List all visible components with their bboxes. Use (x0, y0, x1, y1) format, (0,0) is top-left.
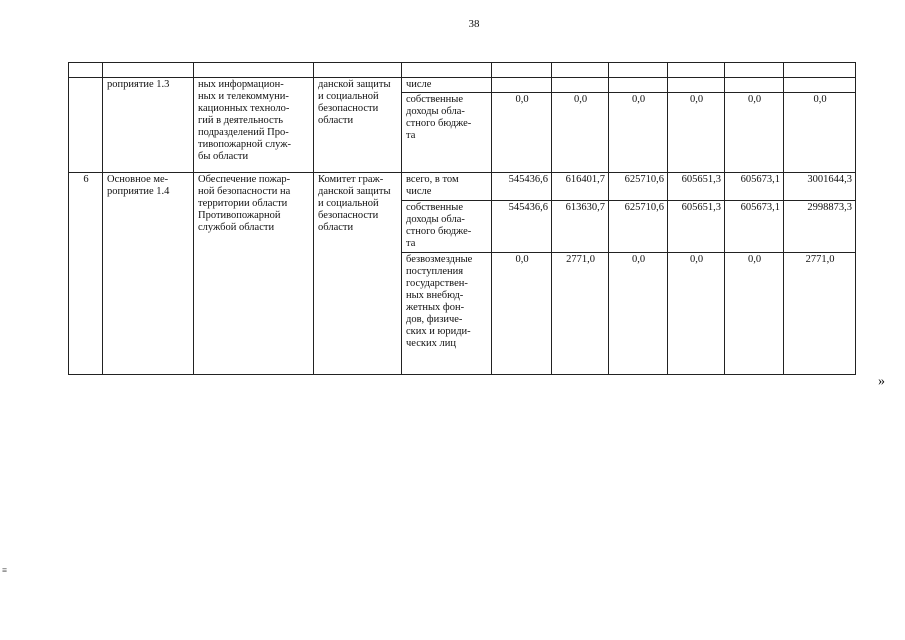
funding-source-line: та (406, 238, 416, 249)
funding-source-line: числе (406, 79, 432, 90)
value-cell: 613630,7 (552, 201, 609, 253)
executor-line: области (318, 222, 354, 233)
value-cell: 0,0 (492, 93, 552, 173)
value-cell: 0,0 (668, 93, 725, 173)
activity-goal-line: Противопожарной (198, 210, 281, 221)
value-cell: 625710,6 (609, 173, 668, 201)
executor-line: данской защиты (318, 79, 391, 90)
funding-source-cell (402, 253, 492, 375)
activity-goal-line: тивопожарной служ- (198, 139, 291, 150)
activity-goal-line: ных и телекоммуни- (198, 91, 289, 102)
executor-line: и социальной (318, 91, 379, 102)
program-activities-table (68, 62, 856, 375)
activity-name-cell (103, 78, 194, 173)
value-cell: 545436,6 (492, 201, 552, 253)
funding-source-line: ских и юриди- (406, 326, 471, 337)
value-cell (609, 78, 668, 93)
activity-goal-line: ной безопасности на (198, 186, 291, 197)
funding-source-cell (402, 93, 492, 173)
executor-line: области (318, 115, 354, 126)
value-cell: 605651,3 (668, 173, 725, 201)
value-cell: 0,0 (609, 93, 668, 173)
funding-source-line: ческих лиц (406, 338, 456, 349)
funding-source-line: стного бюдже- (406, 226, 472, 237)
table-top-strip (69, 63, 856, 78)
activity-name-line: роприятие 1.3 (107, 79, 170, 90)
value-cell: 2998873,3 (784, 201, 856, 253)
executor-line: и социальной (318, 198, 379, 209)
value-cell: 605673,1 (725, 173, 784, 201)
value-cell (552, 78, 609, 93)
executor-line: данской защиты (318, 186, 391, 197)
page-number: 38 (468, 18, 480, 30)
value-cell: 625710,6 (609, 201, 668, 253)
executor-line: безопасности (318, 103, 379, 114)
value-cell (668, 78, 725, 93)
activity-goal-line: территории области (198, 198, 288, 209)
activity-goal-line: бы области (198, 151, 249, 162)
value-cell: 2771,0 (784, 253, 856, 375)
value-cell (492, 78, 552, 93)
value-cell: 605651,3 (668, 201, 725, 253)
activity-goal-cell (194, 78, 314, 173)
value-cell: 2771,0 (552, 253, 609, 375)
funding-source-line: государствен- (406, 278, 468, 289)
table-cell (69, 63, 103, 78)
funding-source-line: доходы обла- (406, 214, 465, 225)
activity-goal-line: гий в деятельность (198, 115, 284, 126)
table-cell (784, 63, 856, 78)
table-cell (103, 63, 194, 78)
activity-goal-line: службой области (198, 222, 275, 233)
table-cell (492, 63, 552, 78)
value-cell: 0,0 (784, 93, 856, 173)
table-cell (314, 63, 402, 78)
activity-goal-line: Обеспечение пожар- (198, 174, 291, 185)
funding-source-line: доходы обла- (406, 106, 465, 117)
value-cell: 0,0 (492, 253, 552, 375)
value-cell: 0,0 (725, 93, 784, 173)
executor-line: Комитет граж- (318, 174, 384, 185)
table-cell (609, 63, 668, 78)
value-cell: 605673,1 (725, 201, 784, 253)
executor-cell (314, 173, 402, 375)
value-cell: 0,0 (725, 253, 784, 375)
table-row (69, 173, 856, 201)
value-cell: 3001644,3 (784, 173, 856, 201)
table-cell (194, 63, 314, 78)
executor-line: безопасности (318, 210, 379, 221)
activity-goal-line: кационных техноло- (198, 103, 290, 114)
value-cell: 0,0 (668, 253, 725, 375)
activity-name-cell (103, 173, 194, 375)
closing-quote: » (878, 374, 885, 389)
funding-source-line: жетных фон- (406, 302, 465, 313)
funding-source-line: дов, физиче- (406, 314, 463, 325)
margin-mark: ≡ (2, 565, 8, 575)
activity-name-line: роприятие 1.4 (107, 186, 170, 197)
value-cell: 616401,7 (552, 173, 609, 201)
executor-cell (314, 78, 402, 173)
activity-goal-line: ных информацион- (198, 79, 284, 90)
funding-source-line: стного бюдже- (406, 118, 472, 129)
funding-source-line: та (406, 130, 416, 141)
value-cell (725, 78, 784, 93)
activity-goal-cell (194, 173, 314, 375)
funding-source-line: ных внебюд- (406, 290, 464, 301)
table-cell (552, 63, 609, 78)
value-cell (784, 78, 856, 93)
table-cell (725, 63, 784, 78)
activity-name-line: Основное ме- (107, 174, 169, 185)
value-cell: 0,0 (609, 253, 668, 375)
table-row (69, 78, 856, 93)
row-number-cell: 6 (69, 173, 103, 375)
funding-source-cell (402, 78, 492, 93)
value-cell: 0,0 (552, 93, 609, 173)
funding-source-cell (402, 201, 492, 253)
funding-source-cell (402, 173, 492, 201)
value-cell: 545436,6 (492, 173, 552, 201)
funding-source-line: собственные (406, 94, 464, 105)
table-cell (668, 63, 725, 78)
funding-source-line: собственные (406, 202, 464, 213)
funding-source-line: числе (406, 186, 432, 197)
row-number-cell (69, 78, 103, 173)
funding-source-line: безвозмездные (406, 254, 473, 265)
activity-goal-line: подразделений Про- (198, 127, 289, 138)
table-cell (402, 63, 492, 78)
funding-source-line: всего, в том (406, 174, 459, 185)
funding-source-line: поступления (406, 266, 464, 277)
